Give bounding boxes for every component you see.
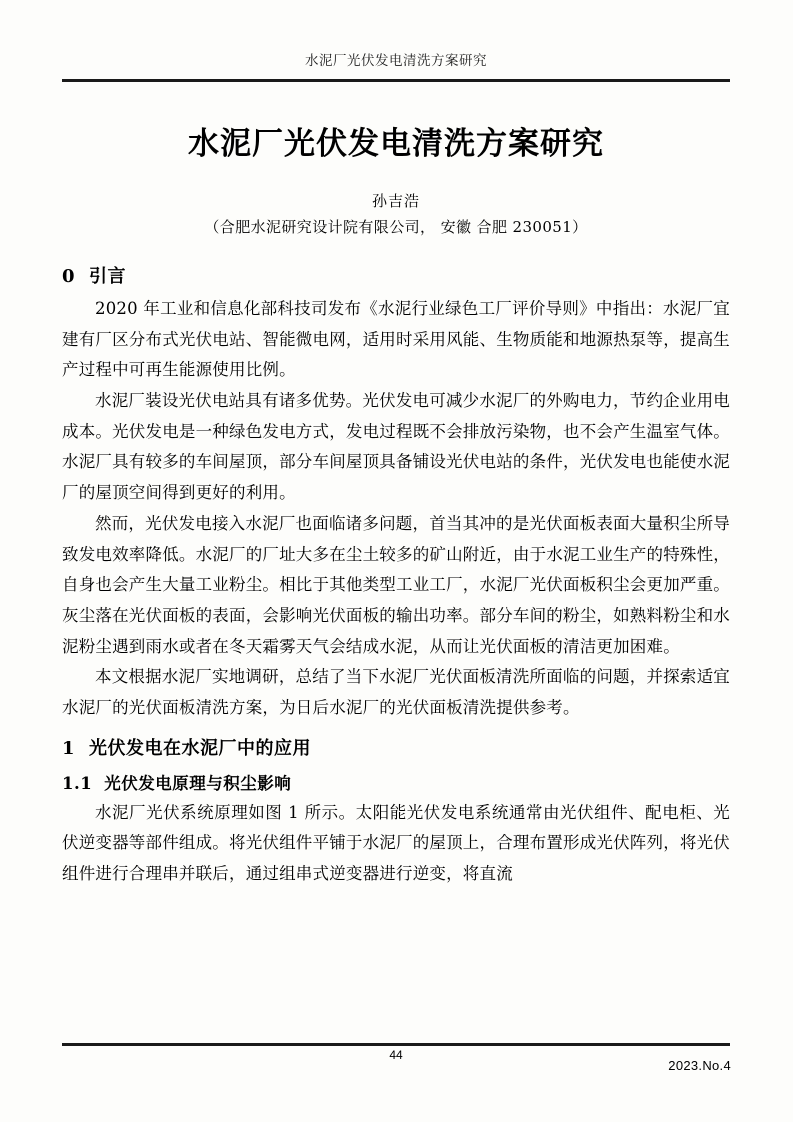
paragraph: 然而，光伏发电接入水泥厂也面临诸多问题，首当其冲的是光伏面板表面大量积尘所导致发电效率降低。水泥厂的厂址大多在尘土较多的矿山附近，由于水泥工业生产的特殊性，自身也会产生大量工业粉尘。相比于其他类型工业工厂，水泥厂光伏面板积尘会更加严重。灰尘落在光伏面板的表面，会影响光伏面板的输出功率。部分车间的粉尘，如熟料粉尘和水泥粉尘遇到雨水或者在冬天霜雾天气会结成水泥，从而让光伏面板的清洁更加困难。 xyxy=(62,513,730,656)
page-number: 44 xyxy=(389,1048,403,1062)
subsection-number-1-1: 1.1 xyxy=(62,773,93,793)
footer-divider xyxy=(62,1043,730,1046)
paragraph: 本文根据水泥厂实地调研，总结了当下水泥厂光伏面板清洗所面临的问题，并探索适宜水泥厂的光伏面板清洗方案，为日后水泥厂的光伏面板清洗提供参考。 xyxy=(62,667,730,717)
section-heading-1 xyxy=(62,734,730,760)
document-body xyxy=(62,252,730,890)
page-title: 水泥厂光伏发电清洗方案研究 xyxy=(188,126,604,162)
subsection-heading-1-1 xyxy=(62,770,730,794)
paragraph: 2020 年工业和信息化部科技司发布《水泥行业绿色工厂评价导则》中指出：水泥厂宜建有厂区分布式光伏电站、智能微电网，适用时采用风能、生物质能和地源热泵等，提高生产过程中可再生能源使用比例。 xyxy=(62,299,730,380)
paragraph: 水泥厂装设光伏电站具有诸多优势。光伏发电可减少水泥厂的外购电力，节约企业用电成本。光伏发电是一种绿色发电方式，发电过程既不会排放污染物，也不会产生温室气体。水泥厂具有较多的车间屋顶，部分车间屋顶具备铺设光伏电站的条件，光伏发电也能使水泥厂的屋顶空间得到更好的利用。 xyxy=(62,391,730,503)
running-header-title: 水泥厂光伏发电清洗方案研究 xyxy=(305,53,487,69)
paragraph: 水泥厂光伏系统原理如图 1 所示。太阳能光伏发电系统通常由光伏组件、配电柜、光伏逆变器等部件组成。将光伏组件平铺于水泥厂的屋顶上，合理布置形成光伏阵列，将光伏组件进行合理串并联后，通过组串式逆变器进行逆变，将直流 xyxy=(62,802,730,883)
author-affiliation: （合肥水泥研究设计院有限公司， 安徽 合肥 230051） xyxy=(204,218,588,236)
section-number-0: 0 xyxy=(62,266,76,287)
subsection-title-1-1: 光伏发电原理与积尘影响 xyxy=(104,773,292,793)
section-title-1: 光伏发电在水泥厂中的应用 xyxy=(89,737,312,759)
author-name: 孙吉浩 xyxy=(371,192,420,210)
running-header xyxy=(62,52,730,71)
issue-label: 2023.No.4 xyxy=(668,1058,731,1073)
section-number-1: 1 xyxy=(62,737,76,759)
header-divider xyxy=(62,79,730,82)
section-heading-0 xyxy=(62,262,730,288)
section-title-0: 引言 xyxy=(89,266,127,287)
